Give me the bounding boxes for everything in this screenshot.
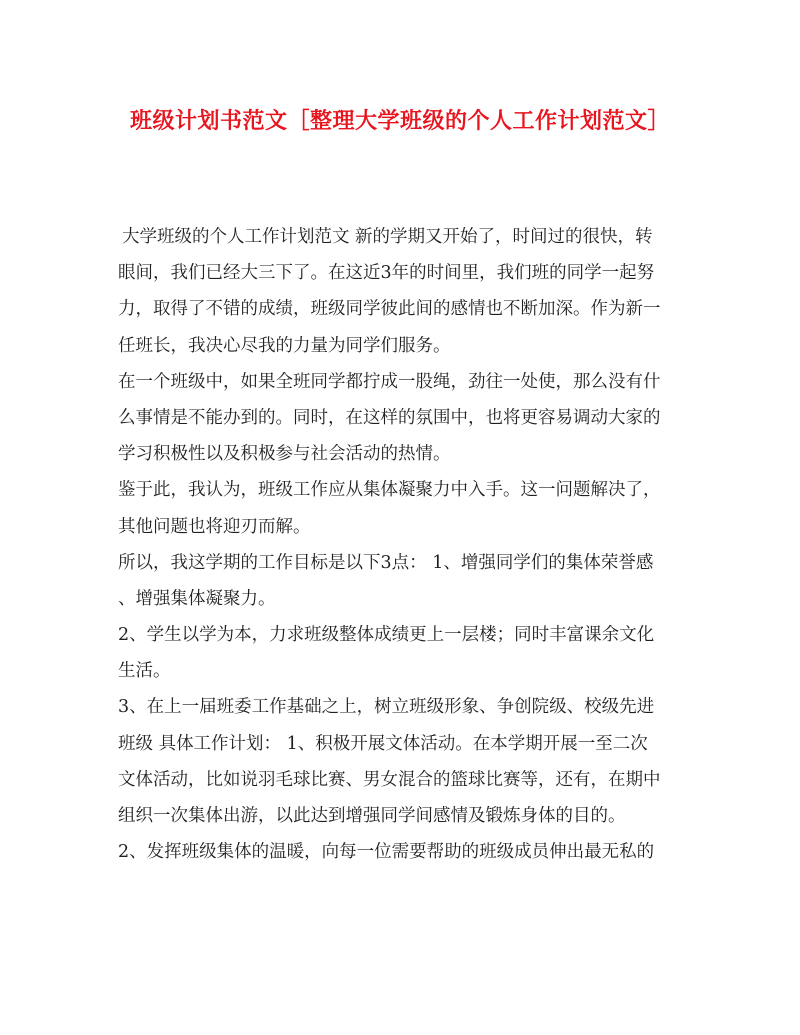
body-line: 3、在上一届班委工作基础之上，树立班级形象、争创院级、校级先进 [118,697,655,718]
body-line: 在一个班级中，如果全班同学都拧成一股绳，劲往一处使，那么没有什 [118,371,661,392]
body-line: 2、发挥班级集体的温暖，向每一位需要帮助的班级成员伸出最无私的 [118,842,655,863]
body-line: 、增强集体凝聚力。 [118,588,276,609]
body-line: 鉴于此，我认为，班级工作应从集体凝聚力中入手。这一问题解决了， [118,480,661,501]
body-line: 大学班级的个人工作计划范文 新的学期又开始了，时间过的很快，转 [122,227,653,247]
body-line: 其他问题也将迎刃而解。 [118,516,311,537]
body-line: 眼间，我们已经大三下了。在这近3年的时间里，我们班的同学一起努 [118,263,655,284]
body-line: 力，取得了不错的成绩，班级同学彼此间的感情也不断加深。作为新一 [118,299,661,320]
body-line: 生活。 [118,661,171,682]
body-line: 班级 具体工作计划： 1、积极开展文体活动。在本学期开展一至二次 [118,733,648,754]
body-line: 所以，我这学期的工作目标是以下3点： 1、增强同学们的集体荣誉感 [118,552,654,573]
body-line: 2、学生以学为本，力求班级整体成绩更上一层楼；同时丰富课余文化 [118,625,655,646]
document-body [118,219,688,870]
body-line: 文体活动，比如说羽毛球比赛、男女混合的篮球比赛等，还有，在期中 [118,769,661,790]
body-line: 学习积极性以及积极参与社会活动的热情。 [118,444,451,465]
body-line: 组织一次集体出游，以此达到增强同学间感情及锻炼身体的目的。 [118,806,626,826]
document-title: 班级计划书范文［整理大学班级的个人工作计划范文］ [129,108,670,134]
body-line: 任班长，我决心尽我的力量为同学们服务。 [118,335,451,356]
body-line: 么事情是不能办到的。同时，在这样的氛围中，也将更容易调动大家的 [118,407,661,428]
